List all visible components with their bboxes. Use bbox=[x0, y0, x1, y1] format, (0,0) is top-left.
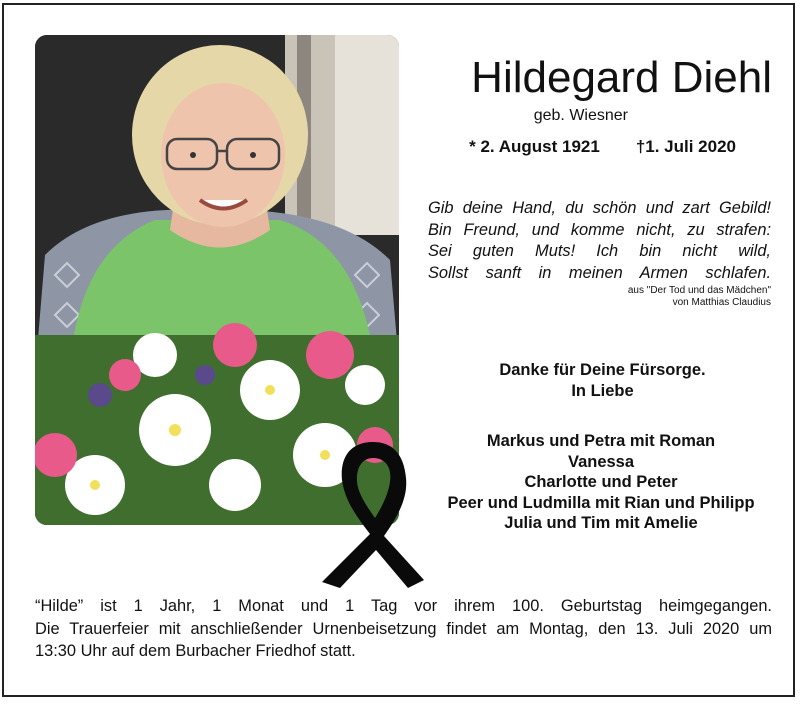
thanks-block bbox=[430, 360, 775, 402]
family-member: Peer und Ludmilla mit Rian und Philipp bbox=[447, 493, 755, 512]
deceased-name: Hildegard Diehl bbox=[471, 53, 772, 102]
thanks-line: In Liebe bbox=[571, 382, 634, 400]
family-member: Vanessa bbox=[567, 452, 635, 471]
family-list bbox=[426, 431, 776, 534]
poem-source bbox=[520, 285, 771, 309]
family-member: Julia und Tim mit Amelie bbox=[504, 514, 698, 532]
family-member: Markus und Petra mit Roman bbox=[486, 432, 716, 450]
poem-source-title: aus "Der Tod und das Mädchen" bbox=[627, 285, 771, 296]
thanks-line: Danke für Deine Fürsorge. bbox=[499, 361, 706, 379]
footer-line: 13:30 Uhr auf dem Burbacher Friedhof statt. bbox=[35, 642, 356, 660]
poem-source-author: von Matthias Claudius bbox=[672, 297, 771, 308]
birth-date: * 2. August 1921 bbox=[469, 137, 600, 156]
footer-line: Die Trauerfeier mit anschließender Urnenbeisetzung findet am Montag, den 13. Juli 2020 um bbox=[35, 619, 772, 638]
poem-line: Sei guten Muts! Ich bin nicht wild, bbox=[428, 242, 771, 260]
death-date: †1. Juli 2020 bbox=[635, 137, 736, 156]
family-member: Charlotte und Peter bbox=[524, 473, 678, 491]
mourning-ribbon-icon bbox=[318, 438, 428, 595]
poem-line: Bin Freund, und komme nicht, zu strafen: bbox=[428, 220, 771, 239]
birth-name: geb. Wiesner bbox=[533, 107, 628, 124]
footer-line: “Hilde” ist 1 Jahr, 1 Monat und 1 Tag vor ihrem 100. Geburtstag heimgegangen. bbox=[35, 597, 772, 615]
poem-line: Gib deine Hand, du schön und zart Gebild! bbox=[428, 199, 771, 217]
poem-line: Sollst sanft in meinen Armen schlafen. bbox=[428, 263, 771, 282]
life-dates bbox=[420, 137, 736, 157]
footer-text bbox=[35, 595, 772, 663]
poem bbox=[428, 198, 771, 284]
